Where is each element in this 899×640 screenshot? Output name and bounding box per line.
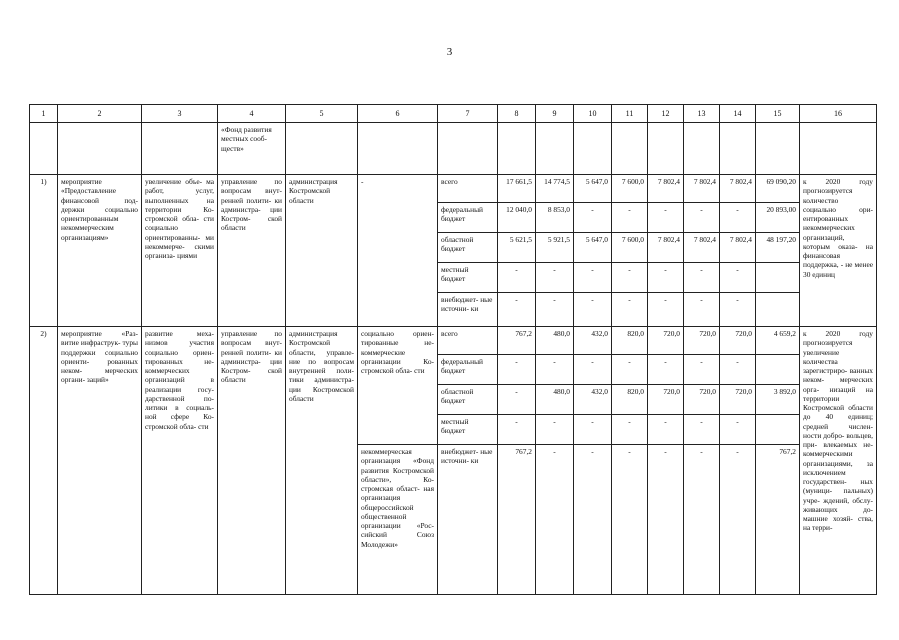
value-cell: - [574, 445, 612, 595]
header-row [30, 105, 877, 123]
funding-source: федеральный бюджет [438, 203, 498, 233]
value-cell: - [720, 293, 756, 327]
value-cell: 48 197,20 [756, 233, 800, 263]
value-cell: - [498, 385, 536, 415]
value-cell: - [720, 263, 756, 293]
header-cell-6: 6 [358, 105, 438, 123]
value-cell: - [498, 263, 536, 293]
value-cell: 5 921,5 [536, 233, 574, 263]
funding-source: внебюджет- ные источни- ки [438, 445, 498, 595]
co-executor: администрация Костромской области [286, 175, 358, 327]
value-cell: 820,0 [612, 327, 648, 355]
value-cell: - [648, 415, 684, 445]
funding-source: местный бюджет [438, 263, 498, 293]
measure-name: мероприятие «Предоставление финансовой под- держки социально ориентированным некоммерческим организациям» [58, 175, 142, 327]
participants-b: некоммерческая организация «Фонд развития Костромской области», Ко- стромская област- ная организация общероссийской общественной организации «Рос- сийский Союз Молодежи» [358, 445, 438, 595]
header-cell-5: 5 [286, 105, 358, 123]
header-cell-12: 12 [648, 105, 684, 123]
value-cell: 7 802,4 [648, 175, 684, 203]
header-cell-11: 11 [612, 105, 648, 123]
value-cell: 480,0 [536, 327, 574, 355]
value-cell: - [684, 203, 720, 233]
value-cell: - [574, 293, 612, 327]
value-cell: 4 659,2 [756, 327, 800, 355]
value-cell: - [648, 203, 684, 233]
value-cell: 14 774,5 [536, 175, 574, 203]
value-cell [756, 263, 800, 293]
value-cell: 7 600,0 [612, 175, 648, 203]
value-cell: - [574, 263, 612, 293]
measure-1-row [30, 175, 877, 203]
value-cell [756, 293, 800, 327]
value-cell: - [720, 355, 756, 385]
header-cell-4: 4 [218, 105, 286, 123]
value-cell: 720,0 [648, 385, 684, 415]
value-cell: 7 802,4 [648, 233, 684, 263]
header-cell-14: 14 [720, 105, 756, 123]
value-cell: 767,2 [498, 445, 536, 595]
value-cell: - [574, 415, 612, 445]
header-cell-16: 16 [800, 105, 877, 123]
value-cell: 69 090,20 [756, 175, 800, 203]
header-cell-1: 1 [30, 105, 58, 123]
header-cell-10: 10 [574, 105, 612, 123]
program-table [29, 104, 877, 595]
funding-source: всего [438, 327, 498, 355]
value-cell: 720,0 [720, 385, 756, 415]
value-cell: - [536, 293, 574, 327]
value-cell: - [684, 263, 720, 293]
value-cell: - [648, 263, 684, 293]
value-cell [756, 355, 800, 385]
value-cell: 7 802,4 [720, 233, 756, 263]
funding-source: местный бюджет [438, 415, 498, 445]
participants: - [358, 175, 438, 327]
participants-a: социально ориен- тированные не- коммерческие организации Ко- стромской обла- сти [358, 327, 438, 445]
page-number: 3 [446, 46, 453, 58]
value-cell: 7 802,4 [720, 175, 756, 203]
funding-source: федеральный бюджет [438, 355, 498, 385]
value-cell: 20 893,00 [756, 203, 800, 233]
measure-goal: развитие меха- низмов участия социально ориен- тированных не- коммерческих организаций в реализации госу- дарственной по- литики в социаль- ной сфере Ко- стромской обла- сти [142, 327, 218, 595]
header-cell-8: 8 [498, 105, 536, 123]
value-cell: 12 040,0 [498, 203, 536, 233]
value-cell: 767,2 [498, 327, 536, 355]
expected-result: к 2020 году прогнозируется количество социально ори- ентированных некоммерческих организаций, которым оказа- на финансовая поддержка, - не менее 30 единиц [800, 175, 877, 327]
value-cell: - [612, 203, 648, 233]
funding-source: внебюджет- ные источни- ки [438, 293, 498, 327]
value-cell: - [612, 445, 648, 595]
value-cell: - [684, 355, 720, 385]
value-cell: 5 647,0 [574, 233, 612, 263]
header-cell-2: 2 [58, 105, 142, 123]
value-cell: - [536, 263, 574, 293]
value-cell: - [720, 203, 756, 233]
value-cell: 480,0 [536, 385, 574, 415]
value-cell: 720,0 [684, 385, 720, 415]
value-cell: - [648, 445, 684, 595]
value-cell: 820,0 [612, 385, 648, 415]
measure-2-row [30, 327, 877, 355]
header-cell-9: 9 [536, 105, 574, 123]
value-cell: - [720, 415, 756, 445]
header-cell-15: 15 [756, 105, 800, 123]
value-cell: - [720, 445, 756, 595]
value-cell: - [684, 415, 720, 445]
value-cell: - [648, 293, 684, 327]
funding-source: всего [438, 175, 498, 203]
value-cell: 17 661,5 [498, 175, 536, 203]
co-executor: администрация Костромской области, управле- ние по вопросам внутренней поли- тики администра- ции Костромской области [286, 327, 358, 595]
measure-number: 2) [30, 327, 58, 595]
value-cell: 8 853,0 [536, 203, 574, 233]
header-cell-13: 13 [684, 105, 720, 123]
responsible-executor: управление по вопросам внут- ренней полити- ки администра- ции Костром- ской области [218, 327, 286, 595]
value-cell [756, 415, 800, 445]
value-cell: 432,0 [574, 385, 612, 415]
value-cell: 7 802,4 [684, 233, 720, 263]
value-cell: - [612, 415, 648, 445]
value-cell: 7 802,4 [684, 175, 720, 203]
funding-source: областной бюджет [438, 385, 498, 415]
value-cell: - [684, 445, 720, 595]
value-cell: - [684, 293, 720, 327]
value-cell: - [536, 415, 574, 445]
measure-name: мероприятие «Раз- витие инфраструк- туры поддержки социально ориенти- рованных неком- мерческих органи- заций» [58, 327, 142, 595]
header-cell-3: 3 [142, 105, 218, 123]
funding-source: областной бюджет [438, 233, 498, 263]
value-cell: 3 892,0 [756, 385, 800, 415]
value-cell: 432,0 [574, 327, 612, 355]
value-cell: - [498, 293, 536, 327]
value-cell: - [536, 355, 574, 385]
value-cell: - [574, 355, 612, 385]
value-cell: 767,2 [756, 445, 800, 595]
header-cell-7: 7 [438, 105, 498, 123]
value-cell: - [574, 203, 612, 233]
value-cell: - [648, 355, 684, 385]
value-cell: 7 600,0 [612, 233, 648, 263]
measure-number: 1) [30, 175, 58, 327]
carry-row [30, 123, 877, 175]
responsible-executor: управление по вопросам внут- ренней полити- ки администра- ции Костром- ской области [218, 175, 286, 327]
measure-goal: увеличение объе- ма работ, услуг, выполненных на территории Ко- стромской обла- сти социально ориентированны- ми некоммерче- скими организа- циями [142, 175, 218, 327]
value-cell: 720,0 [720, 327, 756, 355]
value-cell: - [612, 263, 648, 293]
value-cell: - [498, 355, 536, 385]
value-cell: 720,0 [648, 327, 684, 355]
expected-result: к 2020 году прогнозируется увеличение количества зарегистриро- ванных неком- мерческих орга- низаций на территории Костромской области до 40 единиц; средней числен- ности добро- вольцев, при- влекаемых не- коммерческими организациями, за исключением государствен- ных (муници- пальных) учре- ждений, обслу- живающих до- машние хозяй- ства, на терри- [800, 327, 877, 595]
value-cell: 720,0 [684, 327, 720, 355]
value-cell: 5 621,5 [498, 233, 536, 263]
value-cell: - [612, 355, 648, 385]
value-cell: 5 647,0 [574, 175, 612, 203]
value-cell: - [536, 445, 574, 595]
carry-col4: «Фонд развития местных сооб- ществ» [218, 123, 286, 175]
value-cell: - [612, 293, 648, 327]
value-cell: - [498, 415, 536, 445]
